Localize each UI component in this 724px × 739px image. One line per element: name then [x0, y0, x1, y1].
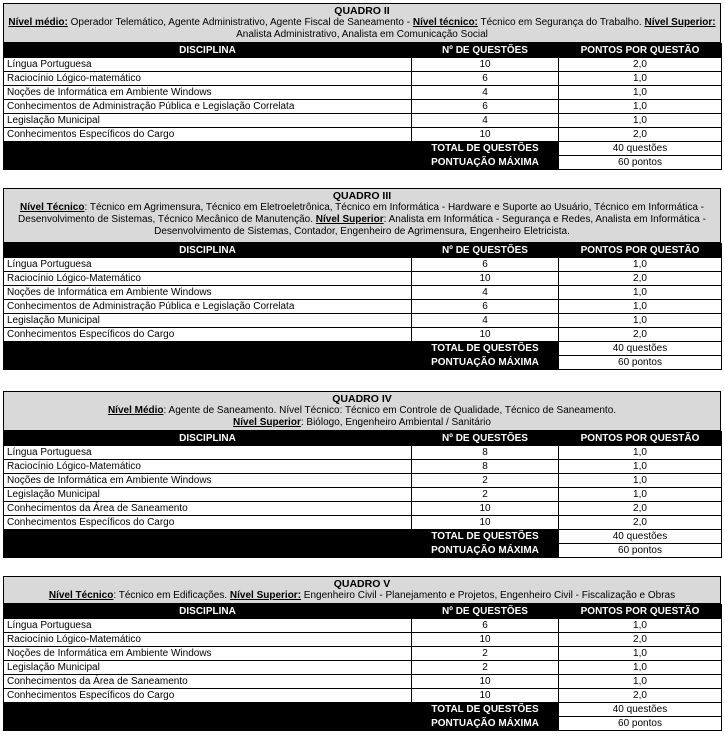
pontos-cell: 1,0 [559, 100, 722, 114]
pontos-cell: 2,0 [559, 272, 722, 286]
disciplina-cell: Conhecimentos Específicos do Cargo [4, 516, 412, 530]
total-row [4, 530, 722, 544]
quadro-description [8, 405, 716, 429]
disciplina-cell: Noções de Informática em Ambiente Windows [4, 86, 412, 100]
blank-cell [4, 156, 412, 170]
table-row [4, 633, 722, 647]
column-header-row [4, 244, 722, 258]
disciplina-cell: Raciocínio Lógico-Matemático [4, 633, 412, 647]
max-value: 60 pontos [559, 544, 722, 558]
blank-cell [4, 342, 412, 356]
disciplina-cell: Língua Portuguesa [4, 446, 412, 460]
pontos-cell: 2,0 [559, 58, 722, 72]
questoes-cell: 10 [412, 502, 559, 516]
table-row [4, 100, 722, 114]
questoes-cell: 4 [412, 286, 559, 300]
questoes-cell: 10 [412, 272, 559, 286]
questoes-cell: 6 [412, 619, 559, 633]
quadro-title: QUADRO V [333, 578, 391, 590]
pontos-cell: 1,0 [559, 258, 722, 272]
table-row [4, 619, 722, 633]
questoes-cell: 6 [412, 72, 559, 86]
level-text: : Biólogo, Engenheiro Ambiental / Sanitário [300, 417, 491, 428]
pontos-cell: 1,0 [559, 286, 722, 300]
header-disciplina: DISCIPLINA [4, 44, 412, 58]
max-label: PONTUAÇÃO MÁXIMA [412, 717, 559, 731]
total-label: TOTAL DE QUESTÕES [412, 142, 559, 156]
header-questoes: Nº DE QUESTÕES [412, 432, 559, 446]
level-text: Analista Administrativo, Analista em Comunicação Social [236, 29, 488, 40]
pontos-cell: 1,0 [559, 619, 722, 633]
total-value: 40 questões [559, 703, 722, 717]
blank-cell [4, 544, 412, 558]
blank-cell [4, 142, 412, 156]
total-row [4, 142, 722, 156]
disciplina-cell: Legislação Municipal [4, 488, 412, 502]
disciplina-cell: Conhecimentos Específicos do Cargo [4, 328, 412, 342]
table-row [4, 128, 722, 142]
pontos-cell: 1,0 [559, 314, 722, 328]
pontos-cell: 1,0 [559, 72, 722, 86]
header-pontos: PONTOS POR QUESTÃO [559, 244, 722, 258]
table-row [4, 488, 722, 502]
quadro-title: QUADRO II [334, 5, 390, 17]
questoes-cell: 10 [412, 516, 559, 530]
total-label: TOTAL DE QUESTÕES [412, 703, 559, 717]
quadro-description [8, 202, 716, 238]
level-text: : Agente de Saneamento. Nível Técnico: Técnico em Controle de Qualidade, Técnico de Saneamento. [163, 405, 617, 416]
questoes-cell: 10 [412, 633, 559, 647]
blank-cell [4, 703, 412, 717]
max-value: 60 pontos [559, 156, 722, 170]
questions-table [3, 604, 722, 731]
total-value: 40 questões [559, 342, 722, 356]
column-header-row [4, 44, 722, 58]
table-row [4, 114, 722, 128]
pontos-cell: 1,0 [559, 661, 722, 675]
table-row [4, 502, 722, 516]
quadro-header [3, 576, 721, 604]
table-row [4, 300, 722, 314]
quadro-title: QUADRO III [332, 190, 392, 202]
max-value: 60 pontos [559, 717, 722, 731]
level-label: Nível Técnico [20, 202, 85, 213]
quadro-header [3, 3, 721, 43]
pontos-cell: 1,0 [559, 446, 722, 460]
level-label: Nível Superior: [229, 590, 302, 601]
pontos-cell: 1,0 [559, 474, 722, 488]
questoes-cell: 6 [412, 300, 559, 314]
disciplina-cell: Noções de Informática em Ambiente Windows [4, 647, 412, 661]
table-row [4, 272, 722, 286]
level-text: : Analista em Informática - Segurança e Redes, Analista em Informática - Desenvolvimento de Sistemas, Contador, Engenheiro de Agrimensura, Engenheiro Eletricista. [154, 214, 706, 237]
questoes-cell: 4 [412, 114, 559, 128]
questoes-cell: 2 [412, 661, 559, 675]
disciplina-cell: Raciocínio Lógico-Matemático [4, 460, 412, 474]
pontos-cell: 1,0 [559, 86, 722, 100]
questoes-cell: 6 [412, 100, 559, 114]
blank-cell [4, 530, 412, 544]
table-row [4, 86, 722, 100]
disciplina-cell: Língua Portuguesa [4, 619, 412, 633]
questoes-cell: 4 [412, 86, 559, 100]
table-row [4, 460, 722, 474]
questoes-cell: 6 [412, 258, 559, 272]
level-label: Nível técnico: [412, 17, 478, 28]
level-label: Nível Superior [233, 417, 301, 428]
table-row [4, 689, 722, 703]
disciplina-cell: Noções de Informática em Ambiente Windows [4, 474, 412, 488]
table-row [4, 661, 722, 675]
column-header-row [4, 432, 722, 446]
header-disciplina: DISCIPLINA [4, 244, 412, 258]
max-row [4, 717, 722, 731]
total-row [4, 703, 722, 717]
questoes-cell: 10 [412, 675, 559, 689]
disciplina-cell: Legislação Municipal [4, 314, 412, 328]
questoes-cell: 10 [412, 128, 559, 142]
max-label: PONTUAÇÃO MÁXIMA [412, 156, 559, 170]
questions-table [3, 43, 722, 170]
disciplina-cell: Legislação Municipal [4, 114, 412, 128]
header-pontos: PONTOS POR QUESTÃO [559, 605, 722, 619]
header-questoes: Nº DE QUESTÕES [412, 244, 559, 258]
questoes-cell: 10 [412, 58, 559, 72]
level-text: Técnico em Segurança do Trabalho. [477, 17, 645, 28]
total-label: TOTAL DE QUESTÕES [412, 342, 559, 356]
questoes-cell: 10 [412, 689, 559, 703]
pontos-cell: 2,0 [559, 502, 722, 516]
level-label: Nível Superior: [644, 17, 716, 28]
pontos-cell: 2,0 [559, 633, 722, 647]
quadro-header [3, 188, 721, 243]
level-text: Engenheiro Civil - Planejamento e Projetos, Engenheiro Civil - Fiscalização e Obras [301, 590, 676, 601]
quadro-table [3, 576, 721, 731]
table-row [4, 328, 722, 342]
quadro-description [8, 17, 716, 41]
questoes-cell: 8 [412, 460, 559, 474]
disciplina-cell: Conhecimentos Específicos do Cargo [4, 689, 412, 703]
table-row [4, 474, 722, 488]
table-row [4, 647, 722, 661]
max-value: 60 pontos [559, 356, 722, 370]
header-pontos: PONTOS POR QUESTÃO [559, 44, 722, 58]
quadro-table [3, 188, 721, 370]
pontos-cell: 2,0 [559, 128, 722, 142]
pontos-cell: 1,0 [559, 675, 722, 689]
questoes-cell: 2 [412, 647, 559, 661]
table-row [4, 58, 722, 72]
total-value: 40 questões [559, 142, 722, 156]
disciplina-cell: Raciocínio Lógico-Matemático [4, 272, 412, 286]
pontos-cell: 1,0 [559, 114, 722, 128]
blank-cell [4, 717, 412, 731]
header-questoes: Nº DE QUESTÕES [412, 44, 559, 58]
table-row [4, 258, 722, 272]
table-row [4, 314, 722, 328]
max-label: PONTUAÇÃO MÁXIMA [412, 356, 559, 370]
level-label: Nível Médio [107, 405, 164, 416]
header-disciplina: DISCIPLINA [4, 605, 412, 619]
disciplina-cell: Raciocínio Lógico-matemático [4, 72, 412, 86]
header-disciplina: DISCIPLINA [4, 432, 412, 446]
level-text: : Técnico em Agrimensura, Técnico em Eletroeletrônica, Técnico em Informática - Hardware e Suporte ao Usuário, Técnico em Informática - Desenvolvimento de Sistemas, Técnico Mecânico de Manutenção. [18, 202, 704, 225]
pontos-cell: 2,0 [559, 328, 722, 342]
blank-cell [4, 356, 412, 370]
questoes-cell: 4 [412, 314, 559, 328]
total-label: TOTAL DE QUESTÕES [412, 530, 559, 544]
pontos-cell: 1,0 [559, 647, 722, 661]
quadro-table [3, 3, 721, 170]
quadro-header [3, 391, 721, 431]
disciplina-cell: Conhecimentos de Administração Pública e Legislação Correlata [4, 300, 412, 314]
disciplina-cell: Conhecimentos Específicos do Cargo [4, 128, 412, 142]
table-row [4, 286, 722, 300]
total-value: 40 questões [559, 530, 722, 544]
questoes-cell: 2 [412, 488, 559, 502]
pontos-cell: 1,0 [559, 488, 722, 502]
quadro-description [8, 590, 716, 602]
table-row [4, 72, 722, 86]
questions-table [3, 431, 722, 558]
max-row [4, 356, 722, 370]
questoes-cell: 2 [412, 474, 559, 488]
level-label: Nível Técnico [48, 590, 114, 601]
disciplina-cell: Língua Portuguesa [4, 258, 412, 272]
quadro-title: QUADRO IV [332, 393, 392, 405]
disciplina-cell: Língua Portuguesa [4, 58, 412, 72]
pontos-cell: 2,0 [559, 689, 722, 703]
header-questoes: Nº DE QUESTÕES [412, 605, 559, 619]
table-row [4, 675, 722, 689]
questions-table [3, 243, 722, 370]
level-label: Nível Superior [315, 214, 384, 225]
max-label: PONTUAÇÃO MÁXIMA [412, 544, 559, 558]
level-text: : Técnico em Edificações. [113, 590, 230, 601]
pontos-cell: 1,0 [559, 460, 722, 474]
disciplina-cell: Noções de Informática em Ambiente Windows [4, 286, 412, 300]
disciplina-cell: Conhecimentos da Área de Saneamento [4, 502, 412, 516]
total-row [4, 342, 722, 356]
questoes-cell: 10 [412, 328, 559, 342]
quadro-table [3, 391, 721, 558]
max-row [4, 156, 722, 170]
disciplina-cell: Legislação Municipal [4, 661, 412, 675]
questoes-cell: 8 [412, 446, 559, 460]
column-header-row [4, 605, 722, 619]
table-row [4, 516, 722, 530]
pontos-cell: 1,0 [559, 300, 722, 314]
disciplina-cell: Conhecimentos da Área de Saneamento [4, 675, 412, 689]
disciplina-cell: Conhecimentos de Administração Pública e Legislação Correlata [4, 100, 412, 114]
level-text: Operador Telemático, Agente Administrativo, Agente Fiscal de Saneamento - [67, 17, 413, 28]
table-row [4, 446, 722, 460]
level-label: Nível médio: [8, 17, 68, 28]
max-row [4, 544, 722, 558]
header-pontos: PONTOS POR QUESTÃO [559, 432, 722, 446]
pontos-cell: 2,0 [559, 516, 722, 530]
